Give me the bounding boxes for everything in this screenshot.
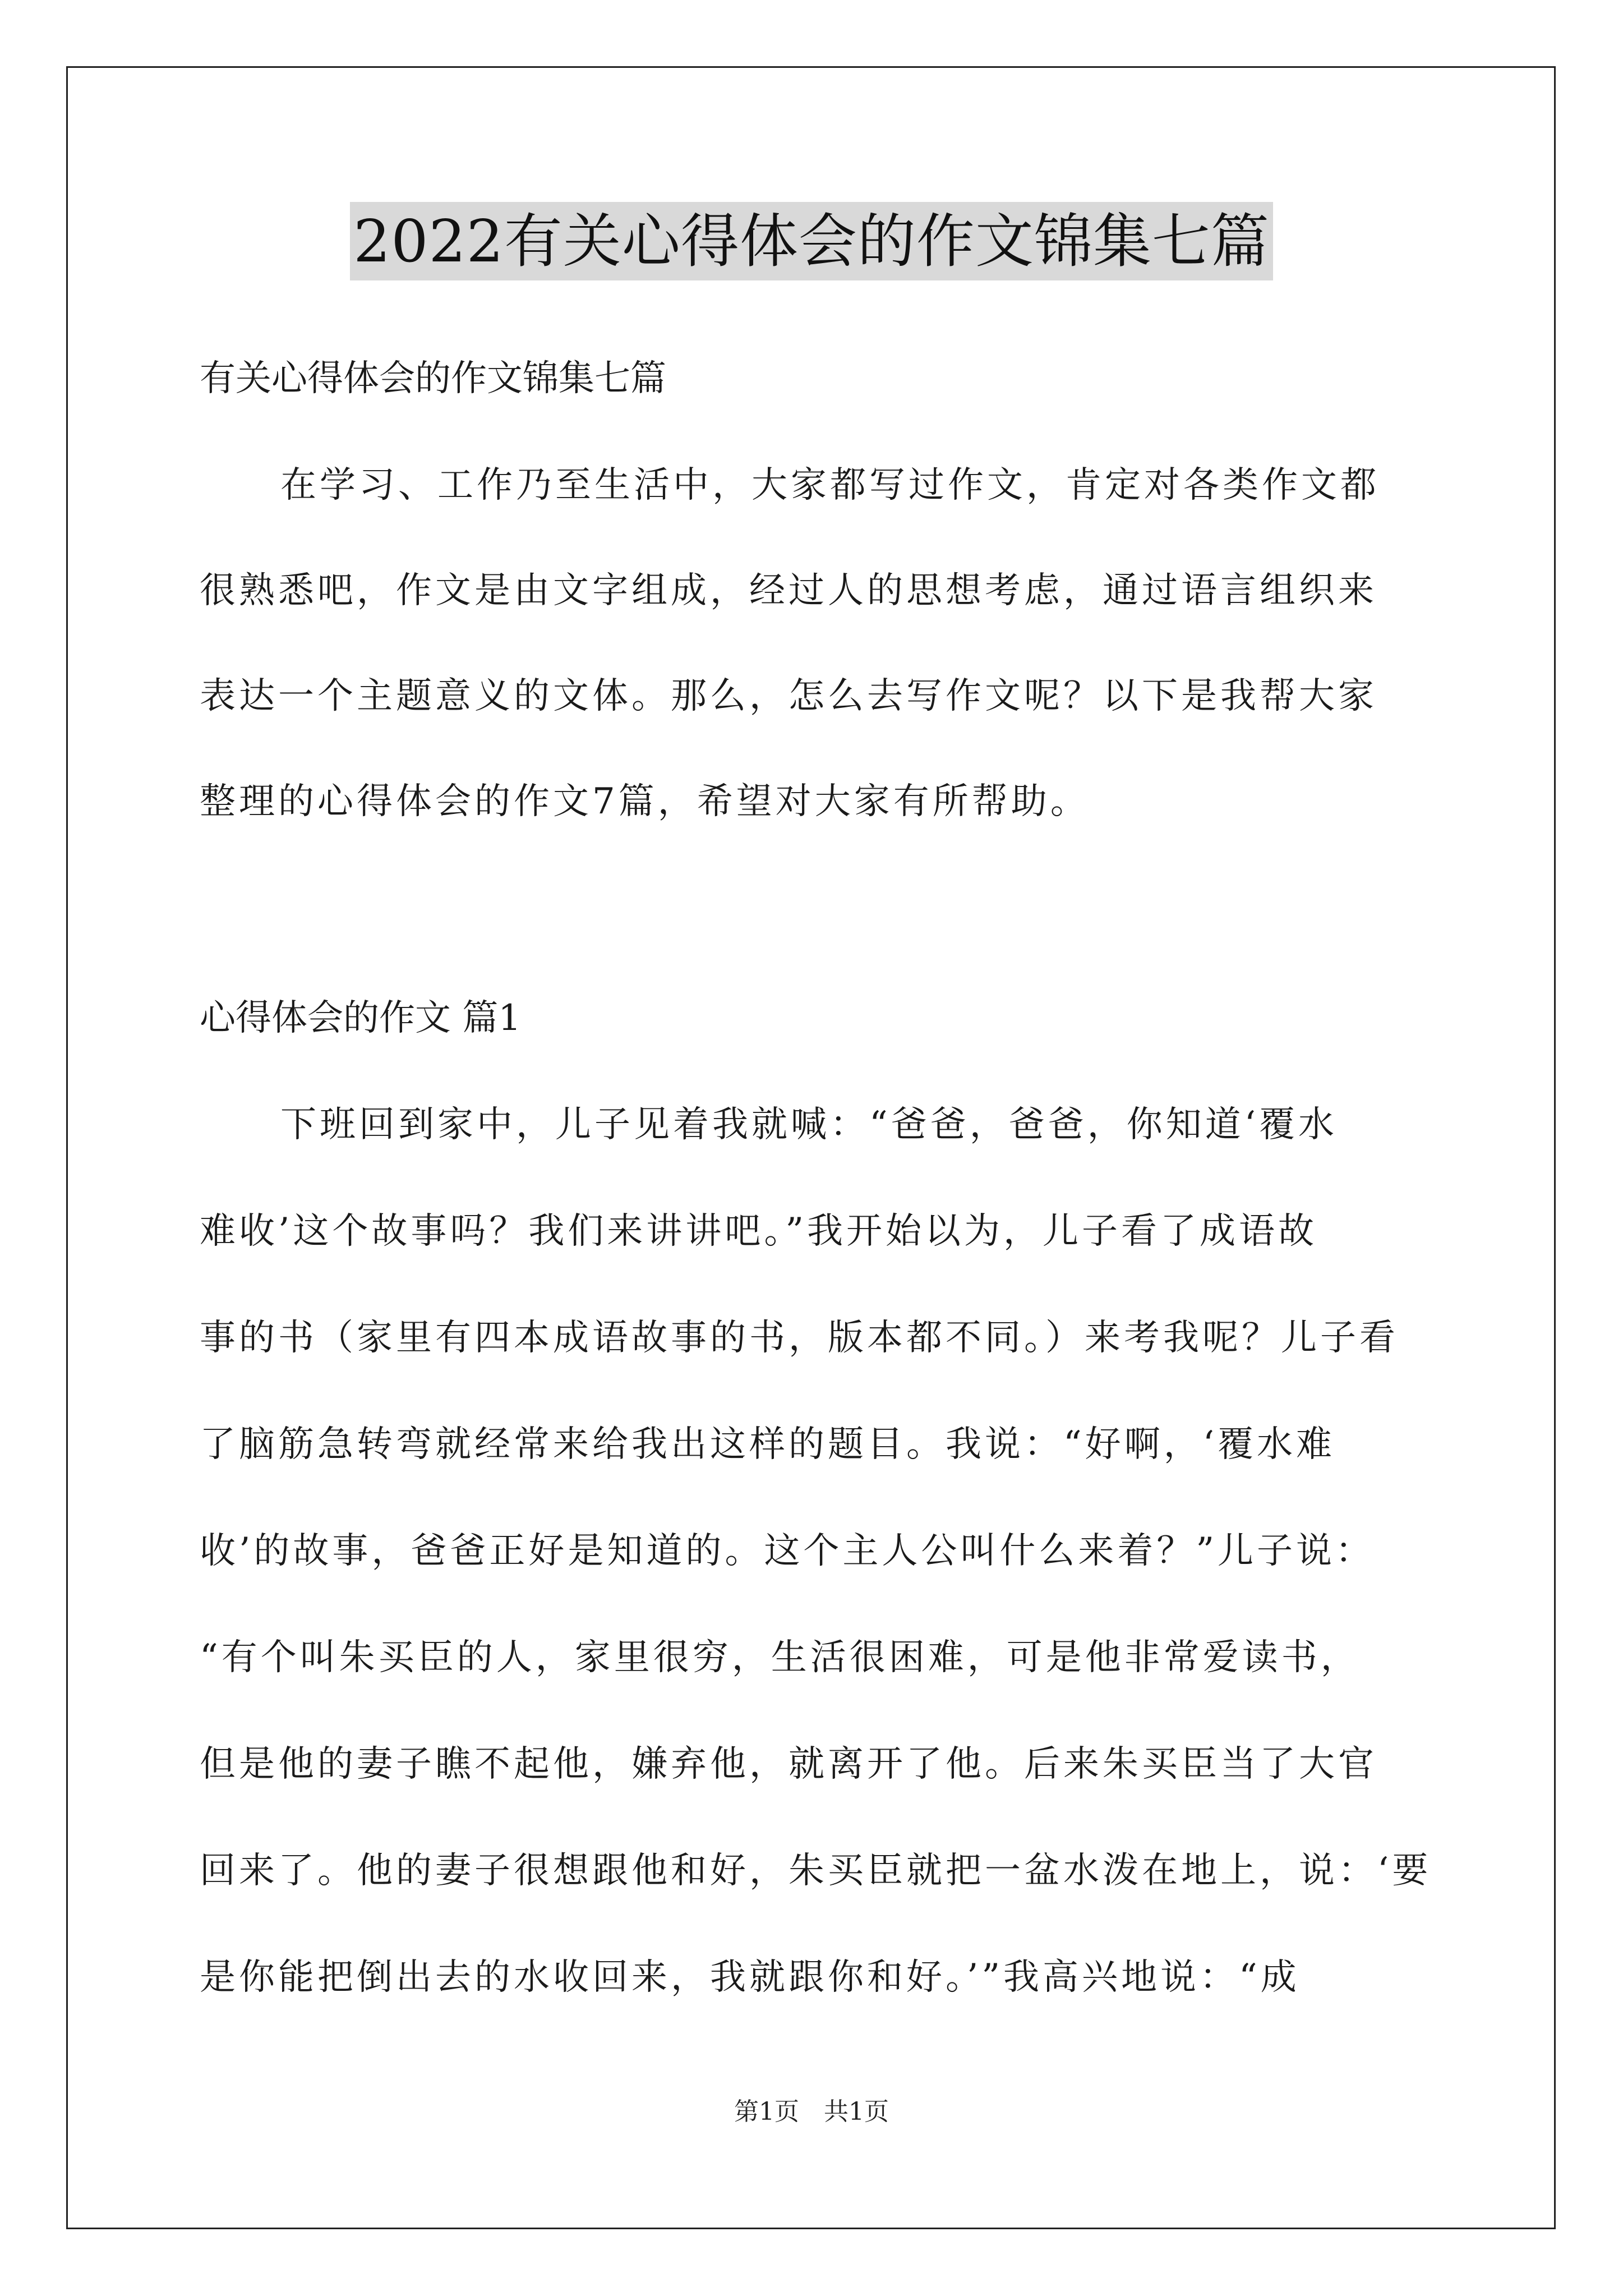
intro-line: 在学习、工作乃至生活中，大家都写过作文，肯定对各类作文都 — [280, 464, 1380, 506]
page-footer: 第1页 共1页 — [734, 2097, 889, 2126]
body-line: “有个叫朱买臣的人，家里很穷，生活很困难，可是他非常爱读书， — [200, 1637, 1360, 1678]
body-line: 了脑筋急转弯就经常来给我出这样的题目。我说：“好啊，‘覆水难 — [200, 1424, 1336, 1465]
body-line: 是你能把倒出去的水收回来，我就跟你和好。’”我高兴地说：“成 — [200, 1957, 1300, 1998]
body-line: 下班回到家中，儿子见着我就喊：“爸爸，爸爸，你知道‘覆水 — [280, 1104, 1338, 1145]
title-container — [0, 202, 1623, 280]
body-line: 收’的故事，爸爸正好是知道的。这个主人公叫什么来着？”儿子说： — [200, 1530, 1375, 1572]
body-line: 事的书（家里有四本成语故事的书，版本都不同。）来考我呢？儿子看 — [200, 1317, 1399, 1359]
intro-line: 整理的心得体会的作文7篇，希望对大家有所帮助。 — [200, 781, 1090, 822]
document-title: 2022有关心得体会的作文锦集七篇 — [350, 202, 1273, 280]
intro-line: 很熟悉吧，作文是由文字组成，经过人的思想考虑，通过语言组织来 — [200, 570, 1377, 611]
body-line: 回来了。他的妻子很想跟他和好，朱买臣就把一盆水泼在地上，说：‘要 — [200, 1850, 1432, 1892]
body-line: 但是他的妻子瞧不起他，嫌弃他，就离开了他。后来朱买臣当了大官 — [200, 1743, 1377, 1785]
intro-line: 表达一个主题意义的文体。那么，怎么去写作文呢？以下是我帮大家 — [200, 675, 1377, 717]
document-subtitle: 有关心得体会的作文锦集七篇 — [200, 358, 666, 399]
body-line: 难收’这个故事吗？我们来讲讲吧。”我开始以为，儿子看了成语故 — [200, 1211, 1318, 1252]
section-heading: 心得体会的作文 篇1 — [200, 997, 522, 1039]
